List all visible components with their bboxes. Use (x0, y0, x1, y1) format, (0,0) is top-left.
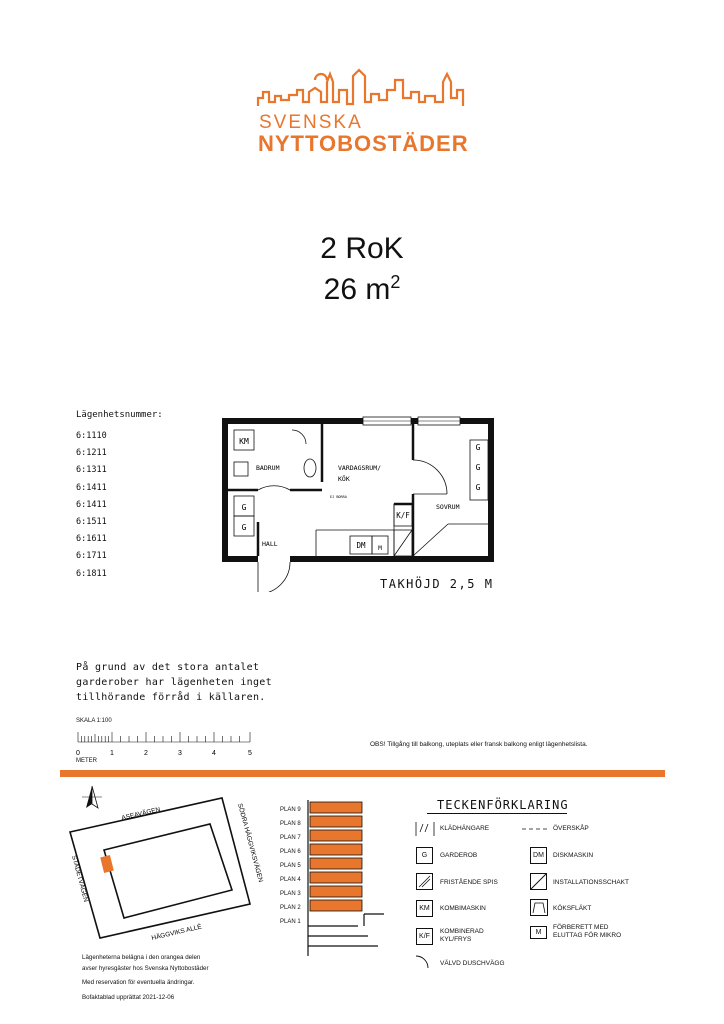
apartment-number: 6:1511 (76, 517, 107, 528)
apartment-number: 6:1411 (76, 482, 107, 493)
legend-spis: FRISTÅENDE SPIS (440, 879, 498, 886)
kf-label: K/F (396, 511, 410, 520)
legend-kylfrys: KOMBINERAD KYL/FRYS (440, 928, 484, 943)
room-badrum: BADRUM (256, 464, 280, 472)
kylfrys-icon: K/F (416, 928, 433, 945)
legend-underline (427, 813, 567, 814)
floor-label: PLAN 2 (280, 905, 301, 911)
g-label: G (241, 503, 247, 512)
legend-title: TECKENFÖRKLARING (437, 798, 569, 812)
kombimaskin-icon: KM (416, 900, 433, 917)
street-east: SÖDRA HÄGGVIKSVÄGEN (236, 802, 264, 884)
schakt-icon (530, 873, 547, 890)
floor-label: PLAN 5 (280, 863, 301, 869)
floor-indicator (278, 796, 388, 961)
legend-diskmaskin: DISKMASKIN (553, 852, 594, 859)
legend-koksflakt: KÖKSFLÄKT (553, 905, 592, 912)
floor-bar-highlighted (310, 886, 362, 897)
floor-bar-highlighted (310, 802, 362, 813)
scale-label: SKALA 1:100 (76, 718, 112, 724)
scale-unit: METER (76, 758, 97, 764)
floor-bar-highlighted (310, 830, 362, 841)
apartment-number: 6:1811 (76, 568, 107, 579)
apartment-area: 26 $m^2$ (323, 272, 401, 306)
floor-label: PLAN 4 (280, 877, 301, 883)
site-note: Lägenheterna belägna i den orangea delen (82, 954, 201, 961)
street-north: ASEAVÄGEN (120, 806, 162, 822)
apartment-number: 6:1411 (76, 499, 107, 510)
scale-tick: 1 (110, 750, 114, 757)
site-note: Bofaktablad upprättat 2021-12-06 (82, 993, 175, 1001)
floor-label: PLAN 7 (280, 835, 301, 841)
scale-bar (74, 728, 260, 768)
storage-note (76, 660, 272, 705)
room-sovrum: SOVRUM (436, 503, 460, 511)
legend-kladhangare: KLÄDHÄNGARE (440, 825, 490, 832)
g-label: G (475, 463, 481, 472)
apartment-number: 6:1711 (76, 551, 107, 562)
street-south: HÄGGVIKS ALLÉ (150, 923, 203, 942)
spis-icon (416, 873, 433, 890)
floor-bar-highlighted (310, 872, 362, 883)
apartment-number: 6:1211 (76, 448, 107, 459)
koksflakt-icon (530, 899, 548, 916)
hanger-icon (414, 820, 436, 838)
g-label: G (475, 483, 481, 492)
floor-bar-highlighted (310, 816, 362, 827)
floor-label: PLAN 9 (280, 807, 301, 813)
g-label: G (475, 443, 481, 452)
floor-label: PLAN 1 (280, 919, 301, 925)
site-map (60, 780, 280, 950)
apartment-type: 2 RoK (320, 232, 404, 265)
legend-overskap: ÖVERSKÅP (553, 825, 589, 832)
room-kok: KÖK (338, 475, 350, 483)
note-line: På grund av det stora antalet (76, 662, 260, 673)
overskap-icon (522, 826, 548, 832)
site-note: avser hyresgäster hos Svenska Nyttobostäder (82, 964, 209, 972)
divider-bar (60, 770, 665, 777)
legend-kombimaskin: KOMBIMASKIN (440, 905, 486, 912)
floor-label: PLAN 3 (280, 891, 301, 897)
m-label: M (378, 545, 382, 552)
dm-label: DM (356, 541, 366, 550)
legend-schakt: INSTALLATIONSSCHAKT (553, 879, 629, 886)
apartment-numbers-heading: Lägenhetsnummer: (76, 410, 163, 420)
floor-label: PLAN 8 (280, 821, 301, 827)
diskmaskin-icon: DM (530, 847, 547, 864)
note-line: garderober har lägenheten inget (76, 677, 272, 688)
ceiling-height: TAKHÖJD 2,5 M (380, 577, 494, 591)
scale-tick: 5 (248, 750, 252, 757)
brand-line2: NYTTOBOSTÄDER (258, 131, 469, 156)
obs-note: OBS! Tillgång till balkong, uteplats eller fransk balkong enligt lägenhetslista. (370, 741, 588, 748)
site-notes (82, 953, 209, 1003)
apartment-number: 6:1611 (76, 534, 107, 545)
note-line: tillhörande förråd i källaren. (76, 692, 266, 703)
floor-bar-highlighted (310, 844, 362, 855)
site-note: Med reservation för eventuella ändringar. (82, 979, 195, 986)
legend-mikro: FÖRBERETT MED ELUTTAG FÖR MIKRO (553, 924, 622, 939)
scale-tick: 3 (178, 750, 182, 757)
apartment-number: 6:1110 (76, 431, 107, 441)
floor-bar-highlighted (310, 858, 362, 869)
north-arrow-icon (82, 786, 102, 808)
mikro-icon: M (530, 926, 547, 939)
legend-garderob: GARDEROB (440, 852, 478, 859)
floor-plan (218, 412, 498, 592)
apartment-numbers-list (76, 428, 107, 583)
ej-borra-label: EJ BORRA (330, 495, 347, 499)
highlighted-building (100, 855, 114, 873)
g-label: G (241, 523, 247, 532)
floor-bar-highlighted (310, 900, 362, 911)
legend-duschvagg: VÄLVD DUSCHVÄGG (440, 960, 505, 967)
duschvagg-icon (414, 954, 430, 970)
room-vardagsrum: VARDAGSRUM/ (338, 464, 382, 472)
garderob-icon: G (416, 847, 433, 864)
scale-tick: 4 (212, 750, 216, 757)
scale-tick: 2 (144, 750, 148, 757)
brand-line1: SVENSKA (259, 112, 363, 133)
km-label: KM (239, 437, 249, 446)
room-hall: HALL (262, 540, 278, 548)
apartment-number: 6:1311 (76, 465, 107, 476)
street-west: STADETVÄGEN (70, 854, 90, 903)
floor-label: PLAN 6 (280, 849, 301, 855)
scale-tick: 0 (76, 750, 80, 757)
